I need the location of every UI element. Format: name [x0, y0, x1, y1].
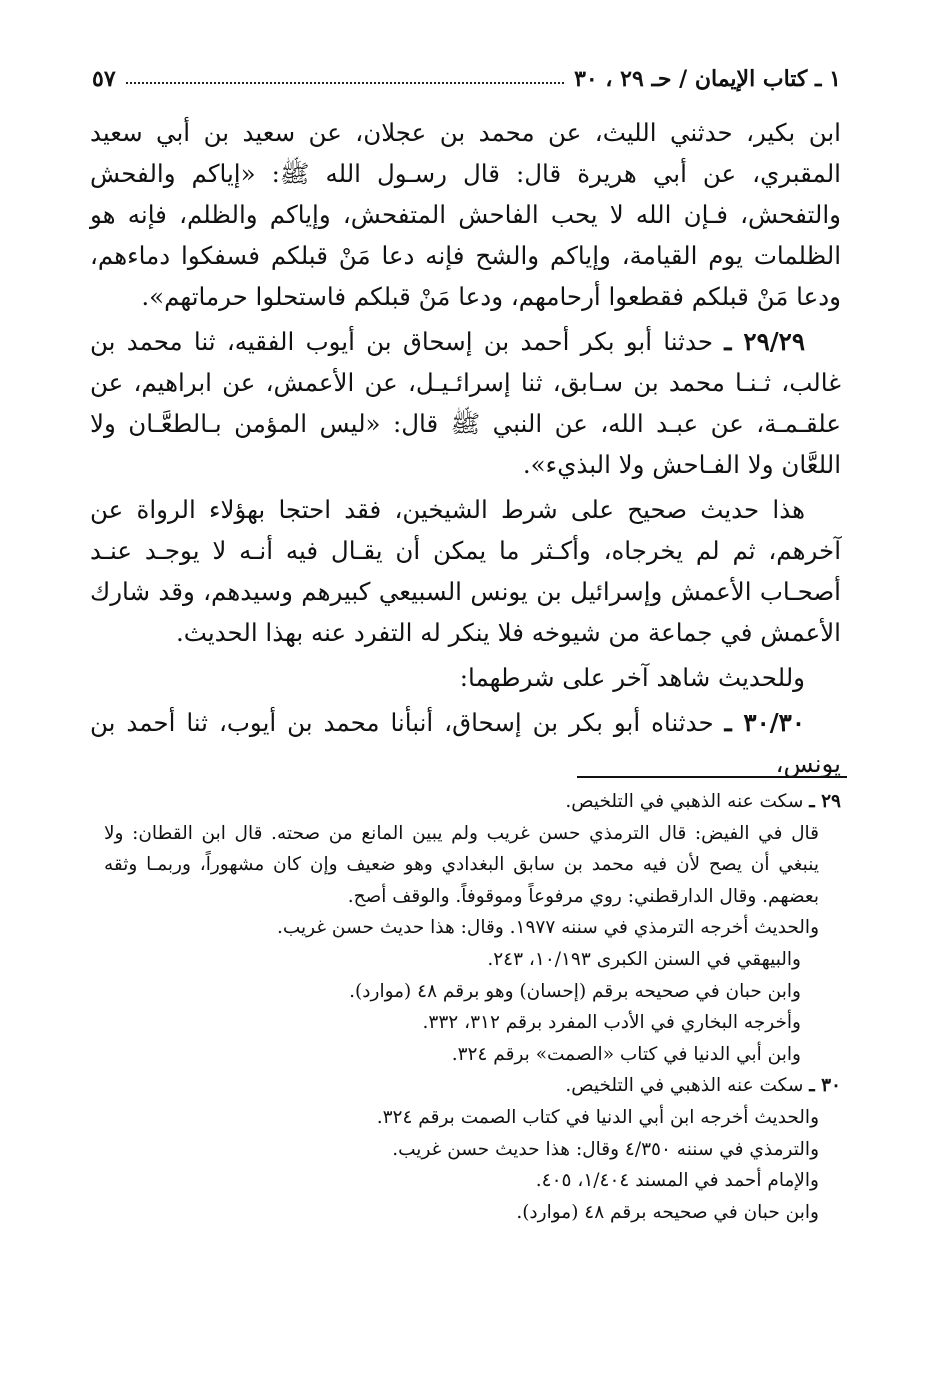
header-dot-leader [126, 81, 564, 84]
footnote-29-line: وابن حبان في صحيحه برقم (إحسان) وهو برقم ٤٨ (موارد). [349, 980, 801, 1002]
hadith-number: ٢٩/٢٩ ـ [724, 327, 805, 356]
footnote-30-line: والإمام أحمد في المسند ١/٤٠٤، ٤٠٥. [535, 1170, 819, 1192]
footnote-30-head [104, 1070, 841, 1102]
header-title: ١ ـ كتاب الإيمان / حـ ٢٩ ، ٣٠ [574, 66, 841, 92]
running-header [92, 52, 841, 92]
footnotes [104, 786, 841, 1228]
hadith-text: حدثناه أبو بكر بن إسحاق، أنبأنا محمد بن أيوب، ثنا أحمد بن يونس، [90, 708, 841, 778]
footnote-29-line: والبيهقي في السنن الكبرى ١٠/١٩٣، ٢٤٣. [487, 948, 801, 970]
footnote-text: سكت عنه الذهبي في التلخيص. [565, 791, 810, 812]
footnote-29-head [104, 786, 841, 818]
footnote-text: سكت عنه الذهبي في التلخيص. [565, 1075, 810, 1097]
footnote-29-line: وابن أبي الدنيا في كتاب «الصمت» برقم ٣٢٤. [451, 1043, 801, 1065]
footnote-29-line: والحديث أخرجه الترمذي في سننه ١٩٧٧. وقال: هذا حديث حسن غريب. [276, 917, 819, 939]
hadith-text: حدثنا أبو بكر أحمد بن إسحاق بن أيوب الفقيه، ثنا محمد بن غالب، ثـنـا محمد بن سـابق، ثنا إسرائـيـل، عن الأعمش، عن ابراهيم، عن علقـمـة، عن عبـد الله، عن النبي ﷺ قال: «ليس المؤمن بـالطعَّـان ولا اللعَّان ولا الفـاحش ولا البذيء». [90, 327, 841, 479]
footnote-divider [577, 776, 847, 778]
hadith-number: ٣٠/٣٠ ـ [724, 708, 805, 737]
footnote-29-line: وأخرجه البخاري في الأدب المفرد برقم ٣١٢، ٣٣٢. [422, 1012, 801, 1034]
footnote-30-line: والترمذي في سننه ٤/٣٥٠ وقال: هذا حديث حسن غريب. [392, 1138, 819, 1160]
footnote-30-line: وابن حبان في صحيحه برقم ٤٨ (موارد). [516, 1201, 819, 1223]
paragraph-commentary: هذا حديث صحيح على شرط الشيخين، فقد احتجا بهؤلاء الرواة عن آخرهم، ثم لم يخرجاه، وأكـثر ما يمكن أن يقـال فيه أنـه لا يوجـد عنـد أصحـاب الأعمش وإسرائيل بن يونس السبيعي كبيرهم وسيدهم، وقد شارك الأعمش في جماعة من شيوخه فلا ينكر له التفرد عنه بهذا الحديث. [90, 495, 841, 647]
footnote-number: ٣٠ ـ [809, 1075, 841, 1097]
hadith-30 [90, 702, 841, 784]
footnote-30-line: والحديث أخرجه ابن أبي الدنيا في كتاب الصمت برقم ٣٢٤. [376, 1106, 819, 1128]
paragraph-witness: وللحديث شاهد آخر على شرطهما: [459, 663, 805, 692]
footnote-29-body: قال في الفيض: قال الترمذي حسن غريب ولم يبين المانع من صحته. قال ابن القطان: ولا ينبغي أن يصح لأن فيه محمد بن سابق البغدادي وهو ضعيف وإن كان مشهوراً، وربمـا وثقه بعضهم. وقال الدارقطني: روي مرفوعاً وموقوفاً. والوقف أصح. [104, 822, 819, 907]
page-number: ٥٧ [92, 66, 116, 92]
paragraph-continuation: ابن بكير، حدثني الليث، عن محمد بن عجلان، عن سعيد بن أبي سعيد المقبري، عن أبي هريرة قال: قال رسـول الله ﷺ: «إياكم والفحش والتفحش، فـإن الله لا يحب الفاحش المتفحش، وإياكم والظلم، فإنه هو الظلمات يوم القيامة، وإياكم والشح فإنه دعا مَنْ قبلكم فسفكوا دماءهم، ودعا مَنْ قبلكم فقطعوا أرحامهم، ودعا مَنْ قبلكم فاستحلوا حرماتهم». [90, 118, 841, 311]
hadith-29 [90, 321, 841, 485]
footnote-number: ٢٩ ـ [809, 791, 841, 812]
main-text [90, 112, 841, 788]
